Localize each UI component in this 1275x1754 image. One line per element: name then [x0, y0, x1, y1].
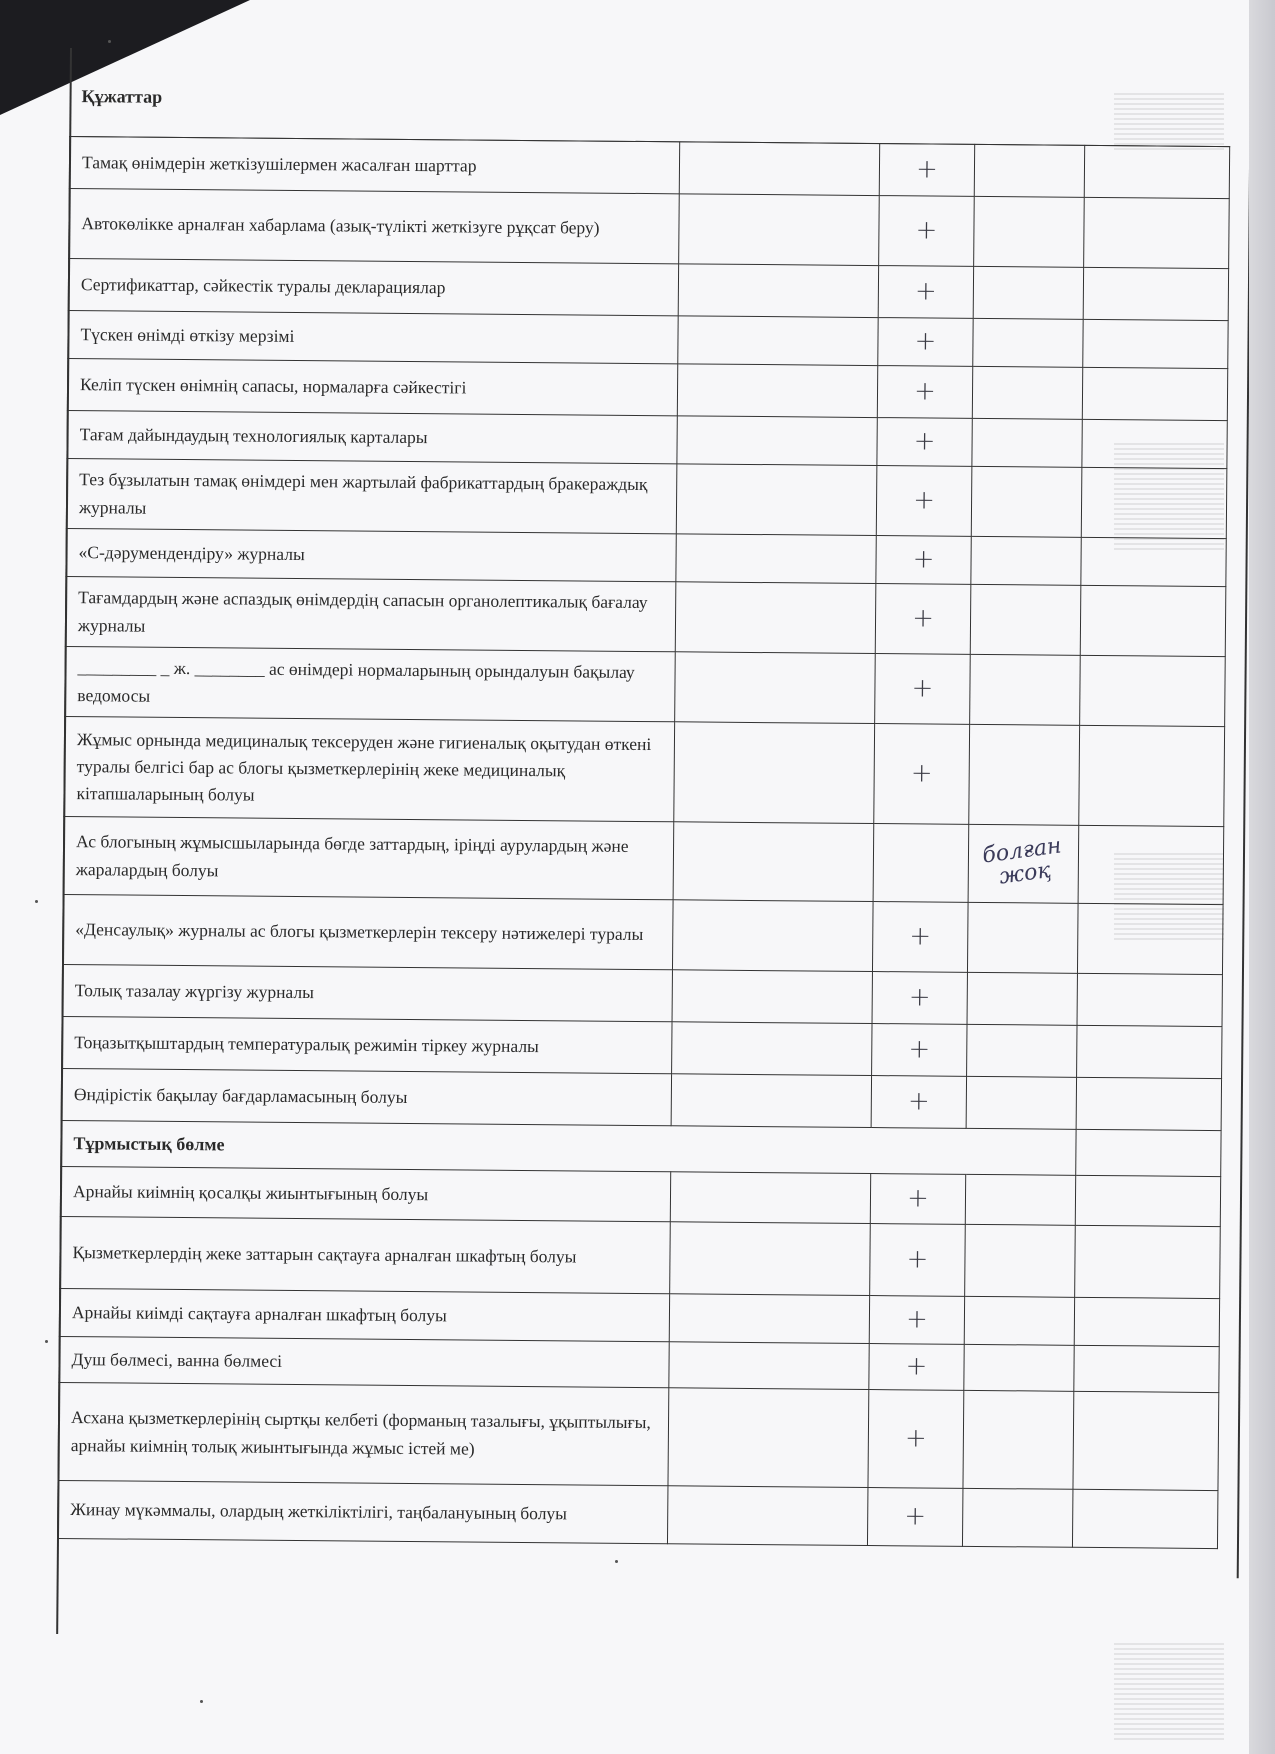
row-label: Толық тазалау жүргізу журналы: [62, 964, 672, 1021]
row-label: Ас блогының жұмысшыларында бөгде заттардың, іріңді аурулардың және жаралардың болуы: [63, 816, 674, 899]
empty-cell: [679, 142, 879, 196]
table-row: [60, 1216, 1221, 1298]
table-row: [64, 716, 1225, 826]
empty-cell: [1080, 585, 1226, 656]
empty-cell: [677, 416, 877, 466]
empty-cell: [676, 534, 876, 584]
section-title: Тұрмыстық бөлме: [61, 1120, 966, 1174]
check-mark: +: [879, 144, 974, 197]
note-cell: [968, 824, 1079, 903]
checklist-table: [57, 136, 1230, 1549]
row-label: Келіп түскен өнімнің сапасы, нормаларға сәйкестігі: [67, 358, 677, 415]
table-row: [65, 646, 1226, 726]
check-mark: +: [879, 196, 975, 267]
empty-cell: [672, 1022, 872, 1076]
empty-cell: [667, 1486, 867, 1546]
check-mark: +: [872, 1024, 967, 1077]
note-cell: [969, 724, 1080, 825]
empty-cell: [671, 1074, 871, 1128]
check-mark: +: [877, 366, 972, 419]
check-mark: +: [878, 318, 973, 367]
table-row: [66, 458, 1227, 538]
note-cell: [971, 466, 1082, 537]
empty-cell: [966, 1128, 1076, 1175]
row-label: _________ _ ж. ________ ас өнімдері нормаларының орындалуын бақылау ведомосы: [65, 646, 676, 721]
empty-cell: [669, 1342, 869, 1390]
empty-cell: [675, 582, 876, 654]
row-label: Тамақ өнімдерін жеткізушілермен жасалған шарттар: [69, 137, 679, 194]
row-label: Тез бұзылатын тамақ өнімдері мен жартылай фабрикаттардың бракераждық журналы: [66, 458, 677, 533]
table-row: [63, 894, 1224, 974]
check-mark: +: [867, 1488, 963, 1547]
scan-speck: [45, 1340, 48, 1343]
row-label: Автокөлікке арналған хабарлама (азық-түлікті жеткізуге рұқсат беру): [69, 188, 680, 263]
check-mark: +: [872, 902, 968, 973]
table-row: [63, 816, 1224, 904]
scan-noise: [1114, 1640, 1224, 1740]
empty-cell: [1081, 537, 1226, 586]
note-cell: [965, 1224, 1076, 1297]
empty-cell: [1072, 1489, 1218, 1548]
empty-cell: [675, 652, 876, 724]
check-mark: +: [876, 466, 972, 537]
row-label: «Денсаулық» журналы ас блогы қызметкерлерін тексеру нәтижелері туралы: [63, 894, 674, 969]
note-cell: [967, 902, 1078, 973]
empty-cell: [678, 264, 878, 318]
empty-cell: [668, 1388, 869, 1488]
empty-cell: [1076, 1077, 1221, 1130]
empty-cell: [670, 1222, 871, 1296]
row-label: Сертификаттар, сәйкестік туралы декларациялар: [68, 258, 678, 315]
table-row: [65, 576, 1226, 656]
note-cell: [967, 972, 1077, 1025]
note-cell: [964, 1344, 1074, 1391]
check-mark: [873, 824, 969, 903]
empty-cell: [1080, 655, 1226, 726]
checklist-form: [56, 48, 1250, 1644]
empty-cell: [674, 722, 875, 824]
check-mark: +: [872, 972, 967, 1025]
empty-cell: [676, 464, 877, 536]
row-label: Жұмыс орнында медициналық тексеруден және гигиеналық оқытудан өткені туралы белгісі бар ас блогы қызметкерлерінің жеке медициналық кітапшаларының болуы: [64, 716, 675, 821]
scan-speck: [615, 1560, 618, 1563]
row-label: Қызметкерлердің жеке заттарын сақтауға арналған шкафтың болуы: [60, 1216, 671, 1293]
scan-speck: [35, 900, 38, 903]
empty-cell: [1073, 1391, 1219, 1490]
empty-cell: [1077, 903, 1223, 974]
empty-cell: [1077, 973, 1222, 1026]
check-mark: +: [874, 724, 970, 825]
empty-cell: [1078, 825, 1224, 904]
empty-cell: [1084, 197, 1230, 268]
empty-cell: [678, 316, 878, 366]
check-mark: +: [875, 584, 971, 655]
row-label: «С-дәрумендендіру» журналы: [66, 528, 676, 581]
check-mark: +: [877, 418, 972, 467]
section-title: Құжаттар: [81, 86, 163, 107]
check-mark: +: [871, 1076, 966, 1129]
note-cell: [971, 536, 1081, 585]
empty-cell: [1074, 1345, 1219, 1392]
row-label: Душ бөлмесі, ванна бөлмесі: [59, 1336, 669, 1387]
note-cell: [972, 366, 1082, 419]
check-mark: +: [868, 1390, 964, 1489]
note-cell: [972, 418, 1082, 467]
empty-cell: [1076, 1129, 1221, 1176]
row-label: Өндірістік бақылау бағдарламасының болуы: [61, 1068, 671, 1125]
empty-cell: [672, 900, 873, 972]
row-label: Тағам дайындаудың технологиялық карталары: [67, 410, 677, 463]
note-cell: [966, 1076, 1076, 1129]
empty-cell: [673, 822, 874, 902]
empty-cell: [1083, 319, 1228, 368]
empty-cell: [1084, 145, 1229, 198]
scan-speck: [108, 40, 111, 43]
table-row: [57, 1480, 1217, 1548]
check-mark: +: [876, 536, 971, 585]
empty-cell: [1075, 1175, 1220, 1226]
note-cell: [967, 1024, 1077, 1077]
row-label: Арнайы киімді сақтауға арналған шкафтың болуы: [59, 1288, 669, 1341]
row-label: Тоңазытқыштардың температуралық режимін тіркеу журналы: [62, 1016, 672, 1073]
documents-section-header: [69, 48, 1230, 147]
note-cell: [974, 196, 1085, 267]
empty-cell: [1074, 1297, 1219, 1346]
note-cell: [970, 584, 1081, 655]
check-mark: +: [869, 1344, 964, 1391]
row-label: Арнайы киімнің қосалқы жиынтығының болуы: [60, 1166, 670, 1221]
row-label: Тағамдардың және аспаздық өнімдердің сапасын органолептикалық бағалау журналы: [65, 576, 676, 651]
empty-cell: [679, 194, 880, 266]
check-mark: +: [870, 1174, 965, 1225]
note-cell: [974, 144, 1084, 197]
empty-cell: [1081, 467, 1227, 538]
empty-cell: [1083, 267, 1228, 320]
empty-cell: [1077, 1025, 1222, 1078]
empty-cell: [677, 364, 877, 418]
empty-cell: [1079, 725, 1225, 826]
scanner-edge: [1249, 0, 1275, 1754]
check-mark: +: [875, 654, 971, 725]
row-label: Жинау мүкәммалы, олардың жеткіліктілігі, таңбалануының болуы: [57, 1480, 667, 1543]
row-label: Асхана қызметкерлерінің сыртқы келбеті (форманың тазалығы, ұқыптылығы, арнайы киімнің толық жиынтығында жұмыс істей ме): [58, 1382, 669, 1485]
empty-cell: [672, 970, 872, 1024]
table-row: [69, 188, 1230, 268]
check-mark: +: [878, 266, 973, 319]
note-cell: [973, 318, 1083, 367]
scan-speck: [200, 1700, 203, 1703]
empty-cell: [1082, 419, 1227, 468]
check-mark: +: [870, 1224, 966, 1297]
handwritten-note: болған жоқ: [980, 833, 1063, 890]
note-cell: [970, 654, 1081, 725]
empty-cell: [670, 1172, 870, 1224]
note-cell: [962, 1488, 1073, 1547]
note-cell: [963, 1390, 1074, 1489]
note-cell: [965, 1174, 1075, 1225]
note-cell: [964, 1296, 1074, 1345]
empty-cell: [1075, 1225, 1221, 1298]
empty-cell: [1082, 367, 1227, 420]
empty-cell: [669, 1294, 869, 1344]
table-row: [58, 1382, 1219, 1490]
check-mark: +: [869, 1296, 964, 1345]
row-label: Түскен өнімді өткізу мерзімі: [68, 310, 678, 363]
note-cell: [973, 266, 1083, 319]
